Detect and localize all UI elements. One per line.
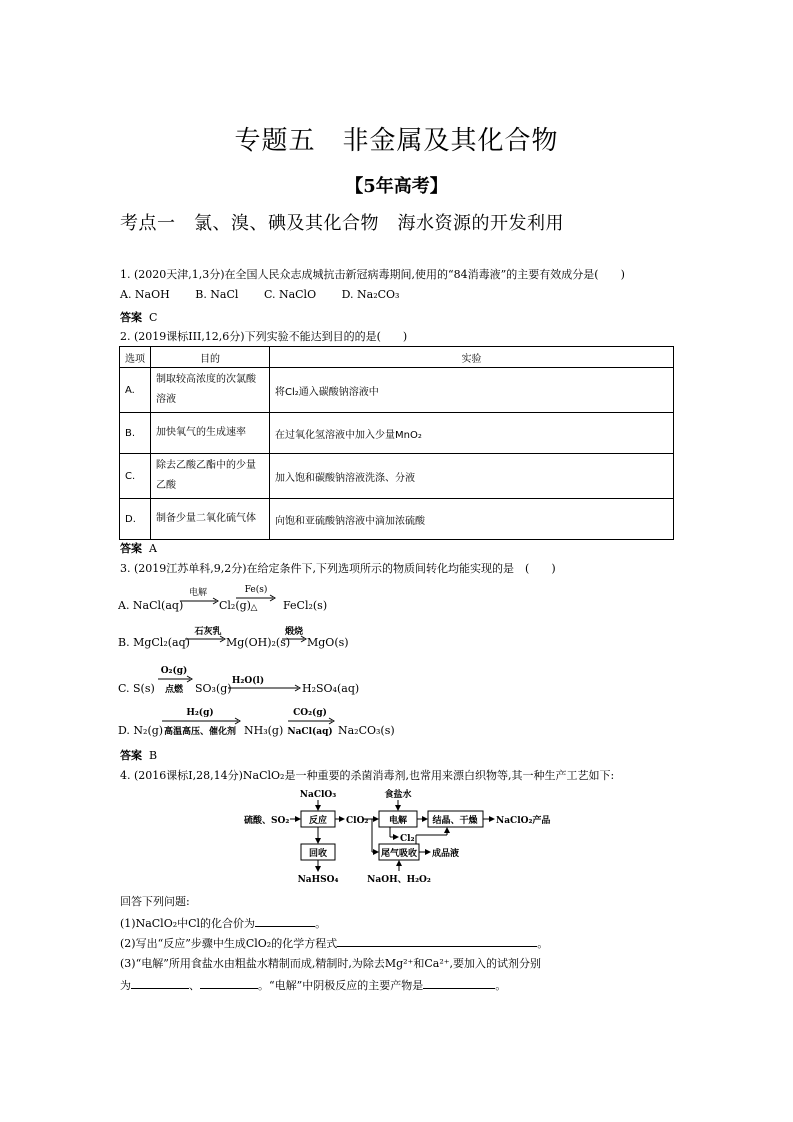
q4-sub1-text: (1)NaClO₂中Cl的化合价为 <box>120 917 256 930</box>
flow-label-brine: 食盐水 <box>384 790 412 800</box>
q4-sub3-sep: 、 <box>189 979 200 992</box>
q4-sub2-end: 。 <box>537 937 549 950</box>
species-text: C. S(s) <box>118 682 155 695</box>
q1-options <box>120 288 421 301</box>
table-row <box>120 499 674 540</box>
answer-value: B <box>149 749 158 762</box>
flow-box-crystallize-label: 结晶、干燥 <box>432 816 478 826</box>
flow-box-recycle-label: 回收 <box>308 849 328 859</box>
answer-value: A <box>149 542 157 555</box>
table-header-goal: 目的 <box>151 347 270 368</box>
table-header-option: 选项 <box>120 347 151 368</box>
table-cell-goal: 除去乙酸乙酯中的少量乙酸 <box>151 454 270 499</box>
q3-option-c <box>118 662 378 698</box>
flow-box-electrolysis-label: 电解 <box>388 816 408 826</box>
table-cell-experiment: 向饱和亚硫酸钠溶液中滴加浓硫酸 <box>270 499 674 540</box>
q1-option-d: D. Na₂CO₃ <box>341 288 400 301</box>
flow-box-reaction-label: 反应 <box>308 816 328 826</box>
flow-label-product: NaClO₂产品 <box>496 816 551 826</box>
q1-option-c: C. NaClO <box>263 288 317 301</box>
answer-value: C <box>149 311 158 324</box>
q2-answer <box>120 540 157 556</box>
flow-label-cl2: Cl₂ <box>400 834 415 844</box>
q4-prompt: 回答下列问题: <box>120 895 190 908</box>
q4-process-flow <box>240 785 570 890</box>
q1-option-b: B. NaCl <box>195 288 239 301</box>
q3-option-d <box>118 704 418 740</box>
species-text: Cl₂(g) <box>219 599 251 612</box>
q3-stem: 3. (2019江苏单科,9,2分)在给定条件下,下列选项所示的物质间转化均能实现的是 ( ) <box>120 562 556 575</box>
table-row <box>120 368 674 413</box>
species-text: FeCl₂(s) <box>283 599 328 612</box>
condition-text: 电解 <box>188 588 208 598</box>
q4-sub1 <box>120 914 326 931</box>
page-subtitle: 【5年高考】 <box>345 176 448 197</box>
q3-answer <box>120 747 157 763</box>
q4-stem: 4. (2016课标I,28,14分)NaClO₂是一种重要的杀菌消毒剂,也常用来漂白织物等,其一种生产工艺如下: <box>120 769 615 782</box>
species-text: A. NaCl(aq) <box>118 599 184 612</box>
answer-label: 答案 <box>120 542 142 555</box>
q4-sub3-text2: 。“电解”中阴极反应的主要产物是 <box>258 979 424 992</box>
flow-label-finished: 成品液 <box>432 849 460 859</box>
answer-blank[interactable] <box>337 934 537 947</box>
condition-text: Fe(s) <box>244 585 268 595</box>
condition-text: H₂(g) <box>186 708 214 718</box>
species-text: H₂SO₄(aq) <box>302 682 360 695</box>
table-cell-option: D. <box>120 499 151 540</box>
species-text: NH₃(g) <box>244 724 284 737</box>
condition-text: NaCl(aq) <box>287 727 333 737</box>
answer-blank[interactable] <box>200 976 258 989</box>
table-header-experiment: 实验 <box>270 347 674 368</box>
flow-label-clo2: ClO₂ <box>346 816 369 826</box>
condition-text: 高温高压、催化剂 <box>163 727 237 737</box>
answer-label: 答案 <box>120 311 142 324</box>
page-title: 专题五 非金属及其化合物 <box>234 126 559 156</box>
table-cell-goal: 加快氧气的生成速率 <box>151 413 270 454</box>
q4-sub2-text: (2)写出“反应”步骤中生成ClO₂的化学方程式 <box>120 937 338 950</box>
q2-table <box>119 346 674 540</box>
q1-stem: 1. (2020天津,1,3分)在全国人民众志成城抗击新冠病毒期间,使用的“84消毒液”的主要有效成分是( ) <box>120 268 625 281</box>
q4-sub3-end: 。 <box>495 979 507 992</box>
table-cell-experiment: 加入饱和碳酸钠溶液洗涤、分液 <box>270 454 674 499</box>
species-text: MgO(s) <box>307 636 349 649</box>
q3-option-b <box>118 624 378 652</box>
q1-option-a: A. NaOH <box>120 288 170 301</box>
species-text: Na₂CO₃(s) <box>338 724 395 737</box>
flow-label-naclo3: NaClO₃ <box>299 790 337 800</box>
answer-blank[interactable] <box>423 976 495 989</box>
flow-label-reagents: 硫酸、SO₂ <box>244 816 290 826</box>
table-row <box>120 454 674 499</box>
table-cell-goal: 制取较高浓度的次氯酸溶液 <box>151 368 270 413</box>
flow-box-tailgas-label: 尾气吸收 <box>380 849 418 859</box>
condition-text: O₂(g) <box>160 666 188 676</box>
species-text: D. N₂(g) <box>118 724 164 737</box>
table-cell-option: B. <box>120 413 151 454</box>
table-row <box>120 413 674 454</box>
q3-option-a <box>118 582 378 614</box>
table-cell-option: A. <box>120 368 151 413</box>
species-text: B. MgCl₂(aq) <box>118 636 190 649</box>
q4-sub2 <box>120 934 548 951</box>
answer-label: 答案 <box>120 749 142 762</box>
answer-blank[interactable] <box>255 914 315 927</box>
condition-text: 点燃 <box>164 685 184 695</box>
table-cell-experiment: 在过氧化氢溶液中加入少量MnO₂ <box>270 413 674 454</box>
answer-blank[interactable] <box>131 976 189 989</box>
q4-sub3-text: 为 <box>120 979 131 992</box>
table-header-row <box>120 347 674 368</box>
condition-text: CO₂(g) <box>293 708 327 718</box>
species-text: SO₃(g) <box>195 682 232 695</box>
condition-text: H₂O(l) <box>231 676 265 686</box>
section-heading: 考点一 氯、溴、碘及其化合物 海水资源的开发利用 <box>120 213 564 234</box>
q4-sub3-line1: (3)“电解”所用食盐水由粗盐水精制而成,精制时,为除去Mg²⁺和Ca²⁺,要加入的试剂分别 <box>120 957 542 970</box>
q1-answer <box>120 309 157 325</box>
flow-label-nahso4: NaHSO₄ <box>297 875 339 885</box>
condition-text: 煅烧 <box>284 627 304 637</box>
condition-text: 石灰乳 <box>194 627 222 637</box>
q4-sub3-line2 <box>120 976 506 993</box>
q2-stem: 2. (2019课标III,12,6分)下列实验不能达到目的的是( ) <box>120 330 408 343</box>
condition-text: △ <box>250 603 258 613</box>
table-cell-option: C. <box>120 454 151 499</box>
table-cell-goal: 制备少量二氧化硫气体 <box>151 499 270 540</box>
flow-label-naoh: NaOH、H₂O₂ <box>367 875 431 885</box>
species-text: Mg(OH)₂(s) <box>226 636 291 649</box>
table-cell-experiment: 将Cl₂通入碳酸钠溶液中 <box>270 368 674 413</box>
q4-sub1-end: 。 <box>315 917 327 930</box>
